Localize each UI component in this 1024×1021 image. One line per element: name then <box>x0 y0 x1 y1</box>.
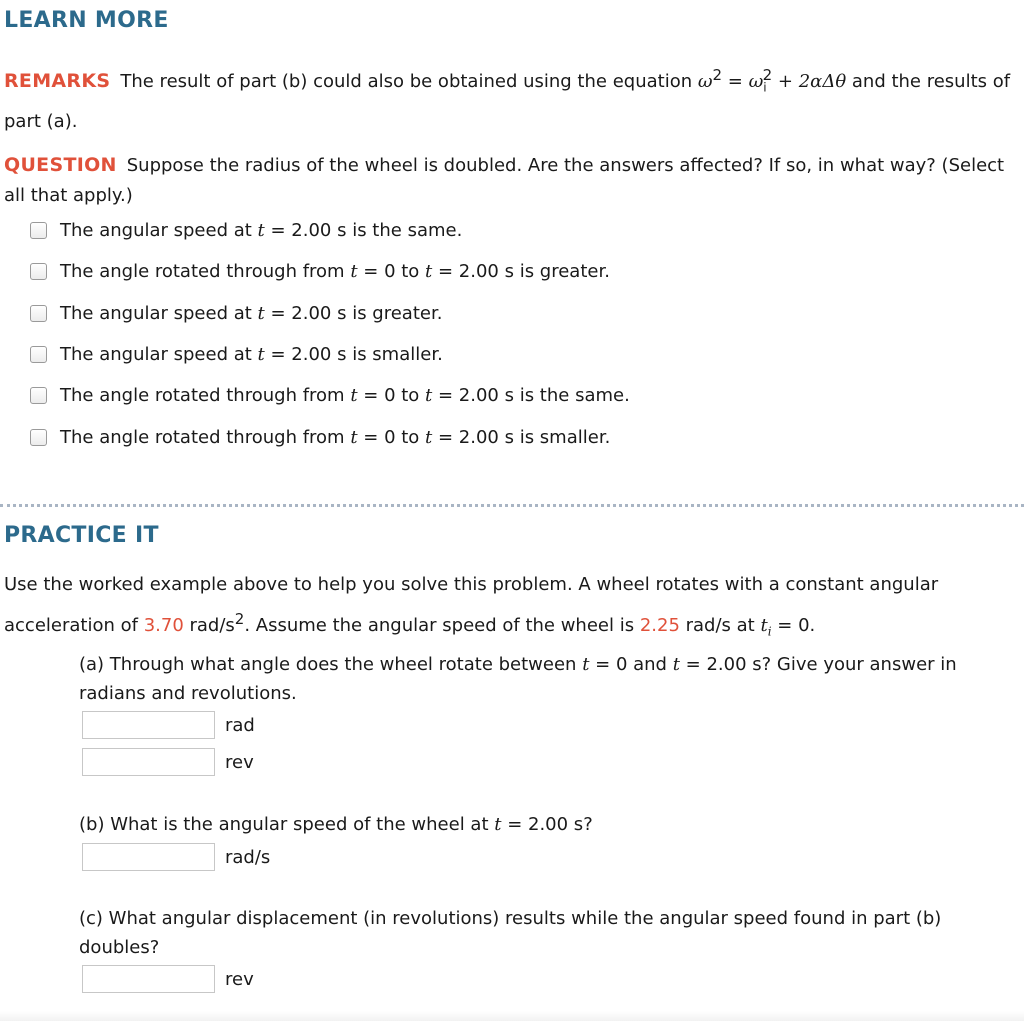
angular-speed-value: 2.25 <box>639 615 680 636</box>
part-b-input[interactable] <box>82 843 215 871</box>
part-c-unit: rev <box>225 968 254 990</box>
practice-intro: Use the worked example above to help you solve this problem. A wheel rotates with a constant angular acceleration of 3.70 rad/$s^2$. Assume the angular speed of the wheel is 2.25 rad/s at $t_i = 0$. <box>4 574 939 639</box>
option-2-checkbox[interactable] <box>30 263 47 280</box>
part-a-rad-input[interactable] <box>82 711 215 739</box>
option-5[interactable] <box>30 375 630 416</box>
option-1-label: The angular speed at t = 2.00 s is the same. <box>60 220 463 242</box>
section-divider <box>0 504 1024 507</box>
option-3[interactable] <box>30 293 630 334</box>
remarks-text-before: The result of part (b) could also be obtained using the equation <box>120 71 698 92</box>
part-b-question: (b) What is the angular speed of the wheel at t = 2.00 s? <box>79 814 593 835</box>
question-text: Suppose the radius of the wheel is doubled. Are the answers affected? If so, in what way? (Select all that apply.) <box>4 155 1005 206</box>
bottom-shadow <box>0 1011 1024 1021</box>
question-paragraph <box>4 150 1014 211</box>
option-4[interactable] <box>30 334 630 375</box>
option-6-checkbox[interactable] <box>30 429 47 446</box>
remarks-tag: REMARKS <box>4 70 111 92</box>
part-a-rev-row <box>82 748 254 776</box>
equation-subscript-i: i <box>763 80 767 95</box>
part-a-rad-row <box>82 711 255 739</box>
remarks-text-after: and the results of part (a). <box>4 71 1011 132</box>
equation-rest: + 2αΔθ <box>772 71 847 92</box>
equation-omega-initial: ω <box>748 71 764 92</box>
option-1[interactable] <box>30 210 630 251</box>
answer-options <box>30 210 630 458</box>
equation-square: 2 <box>712 66 723 84</box>
remarks-paragraph <box>4 58 1014 139</box>
part-a-question: (a) Through what angle does the wheel rotate between t = 0 and t = 2.00 s? Give your answer in radians and revolutions. <box>79 654 957 704</box>
option-2-label: The angle rotated through from t = 0 to t = 2.00 s is greater. <box>60 261 610 283</box>
part-a-rad-unit: rad <box>225 714 255 736</box>
acceleration-value: 3.70 <box>143 615 184 636</box>
option-6-label: The angle rotated through from t = 0 to t = 2.00 s is smaller. <box>60 426 611 448</box>
part-b-unit: rad/s <box>225 846 271 868</box>
part-c-input[interactable] <box>82 965 215 993</box>
part-b-row <box>82 843 270 871</box>
option-5-checkbox[interactable] <box>30 387 47 404</box>
part-a-rev-input[interactable] <box>82 748 215 776</box>
question-tag: QUESTION <box>4 154 117 176</box>
equation-omega: ω <box>697 71 713 92</box>
equation-equals: = <box>722 71 749 92</box>
option-3-checkbox[interactable] <box>30 305 47 322</box>
option-3-label: The angular speed at t = 2.00 s is greater. <box>60 302 443 324</box>
practice-it-title: PRACTICE IT <box>4 523 159 548</box>
option-4-label: The angular speed at t = 2.00 s is smaller. <box>60 344 443 366</box>
option-4-checkbox[interactable] <box>30 346 47 363</box>
part-a-rev-unit: rev <box>225 751 254 773</box>
learn-more-title: LEARN MORE <box>4 8 169 33</box>
part-c-row <box>82 965 254 993</box>
equation-square-2: 2 <box>762 66 773 84</box>
option-5-label: The angle rotated through from t = 0 to t = 2.00 s is the same. <box>60 385 630 407</box>
option-1-checkbox[interactable] <box>30 222 47 239</box>
part-c-question: (c) What angular displacement (in revolutions) results while the angular speed found in part (b) doubles? <box>79 908 942 958</box>
option-6[interactable] <box>30 416 630 457</box>
option-2[interactable] <box>30 251 630 292</box>
